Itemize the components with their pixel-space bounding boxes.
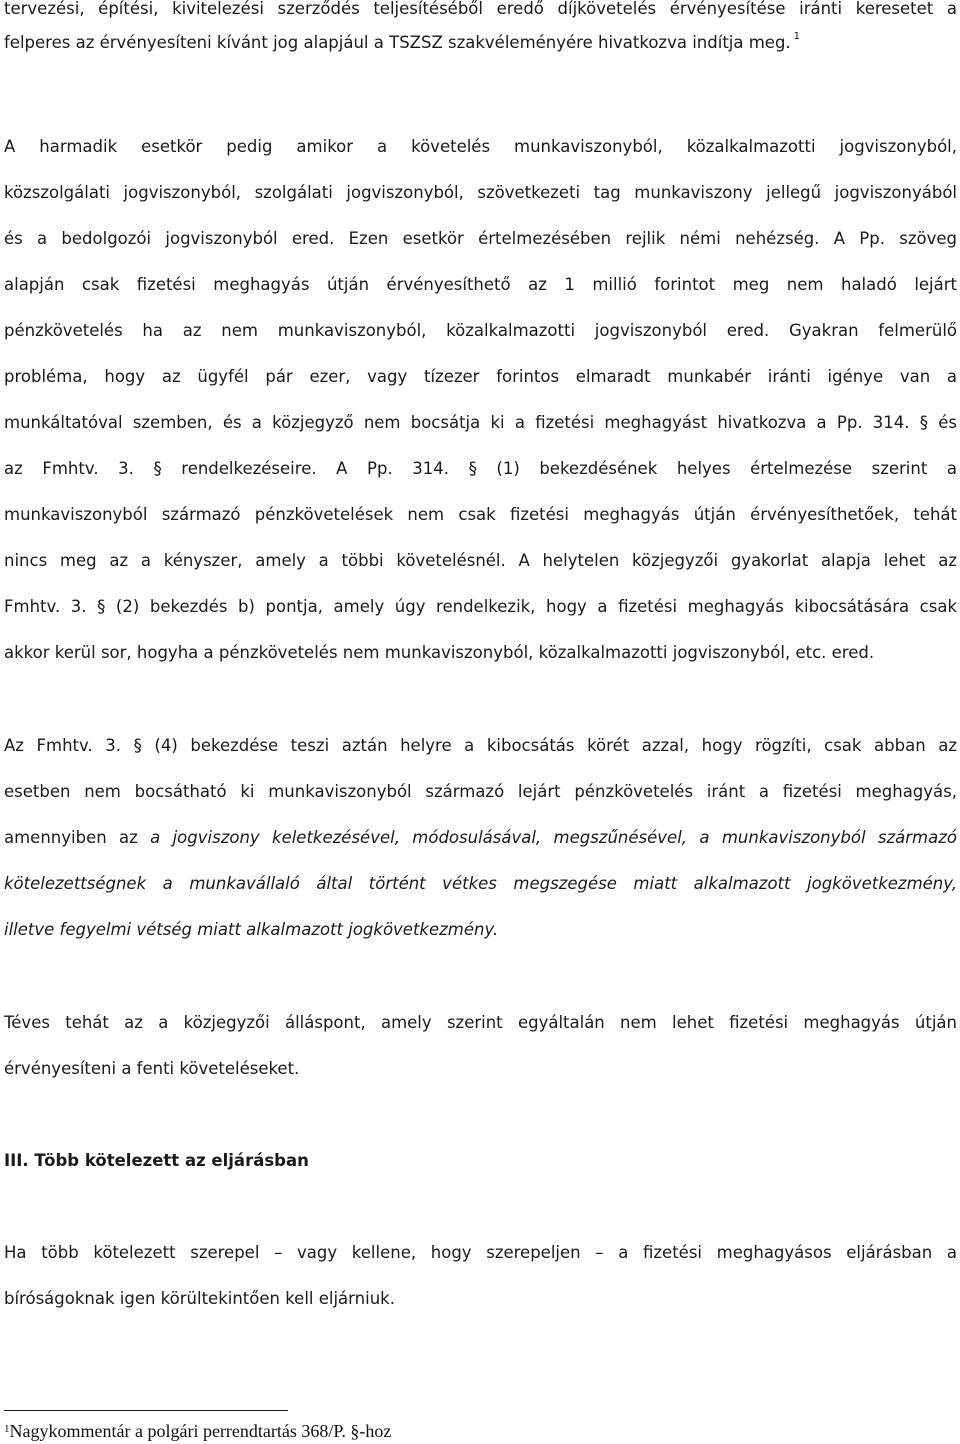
paragraph-harmadik-esetkor <box>4 124 957 676</box>
paragraph-teves <box>4 1000 957 1092</box>
quoted-text: a jogviszony keletkezésével, módosulásával, megszűnésével, a munkaviszonyból származó <box>150 828 957 847</box>
footnote-separator <box>4 1410 288 1411</box>
text-line: Téves tehát az a közjegyzői álláspont, amely szerint egyáltalán nem lehet fizetési meghagyás útján <box>4 1013 957 1032</box>
footnote <box>4 1420 391 1442</box>
text-line: Az Fmhtv. 3. § (4) bekezdése teszi aztán helyre a kibocsátás körét azzal, hogy rögzíti, csak abban az <box>4 736 957 755</box>
text-line: pénzkövetelés ha az nem munkaviszonyból, közalkalmazotti jogviszonyból ered. Gyakran felmerülő <box>4 321 957 340</box>
text-line: érvényesíteni a fenti követeléseket. <box>4 1059 300 1078</box>
text-line <box>4 815 957 861</box>
text-line: közszolgálati jogviszonyból, szolgálati jogviszonyból, szövetkezeti tag munkaviszony jellegű jogviszonyából <box>4 183 957 202</box>
text-line: A harmadik esetkör pedig amikor a követelés munkaviszonyból, közalkalmazotti jogviszonyból, <box>4 137 957 156</box>
footnote-text: Nagykommentár a polgári perrendtartás 368/P. §-hoz <box>9 1421 392 1441</box>
quoted-text-line: kötelezettségnek a munkavállaló által történt vétkes megszegése miatt alkalmazott jogkövetkezmény, <box>4 874 957 893</box>
paragraph-tobb-kotelezett <box>4 1230 957 1322</box>
text-line: és a bedolgozói jogviszonyból ered. Ezen esetkör értelmezésében rejlik némi nehézség. A Pp. szöveg <box>4 229 957 248</box>
section-heading: III. Több kötelezett az eljárásban <box>4 1151 309 1170</box>
text-span: amennyiben az <box>4 828 151 847</box>
text-line <box>4 907 957 953</box>
paragraph-fmhtv-4 <box>4 723 957 953</box>
text-line: Fmhtv. 3. § (2) bekezdés b) pontja, amely úgy rendelkezik, hogy a fizetési meghagyás kibocsátására csak <box>4 597 957 616</box>
text-line: munkaviszonyból származó pénzkövetelések nem csak fizetési meghagyás útján érvényesíthetőek, tehát <box>4 505 957 524</box>
text-line: akkor kerül sor, hogyha a pénzkövetelés nem munkaviszonyból, közalkalmazotti jogviszonyból, etc. ered. <box>4 643 875 662</box>
text-line: probléma, hogy az ügyfél pár ezer, vagy tízezer forintos elmaradt munkabér iránti igénye van a <box>4 367 957 386</box>
text-span: felperes az érvényesíteni kívánt jog alapjául a TSZSZ szakvéleményére hivatkozva indítja meg. <box>4 33 791 52</box>
text-line: tervezési, építési, kivitelezési szerződés teljesítéséből eredő díjkövetelés érvényesítése iránti keresetet a <box>4 0 957 18</box>
text-line: az Fmhtv. 3. § rendelkezéseire. A Pp. 314. § (1) bekezdésének helyes értelmezése szerint a <box>4 459 957 478</box>
footnote-reference: 1 <box>793 31 801 42</box>
intro-paragraph <box>4 0 957 60</box>
text-line: esetben nem bocsátható ki munkaviszonyból származó lejárt pénzkövetelés iránt a fizetési meghagyás, <box>4 782 957 801</box>
text-line: nincs meg az a kényszer, amely a többi követelésnél. A helytelen közjegyzői gyakorlat alapja lehet az <box>4 551 957 570</box>
footnote-mark: 1 <box>4 1423 10 1435</box>
text-line <box>4 26 957 60</box>
text-line: munkáltatóval szemben, és a közjegyző nem bocsátja ki a fizetési meghagyást hivatkozva a Pp. 314. § és <box>4 413 957 432</box>
text-line: bíróságoknak igen körültekintően kell eljárniuk. <box>4 1289 395 1308</box>
text-line: Ha több kötelezett szerepel – vagy kellene, hogy szerepeljen – a fizetési meghagyásos eljárásban a <box>4 1243 957 1262</box>
quoted-text: illetve fegyelmi vétség miatt alkalmazott jogkövetkezmény. <box>4 920 499 939</box>
text-line: alapján csak fizetési meghagyás útján érvényesíthető az 1 millió forintot meg nem haladó lejárt <box>4 275 957 294</box>
